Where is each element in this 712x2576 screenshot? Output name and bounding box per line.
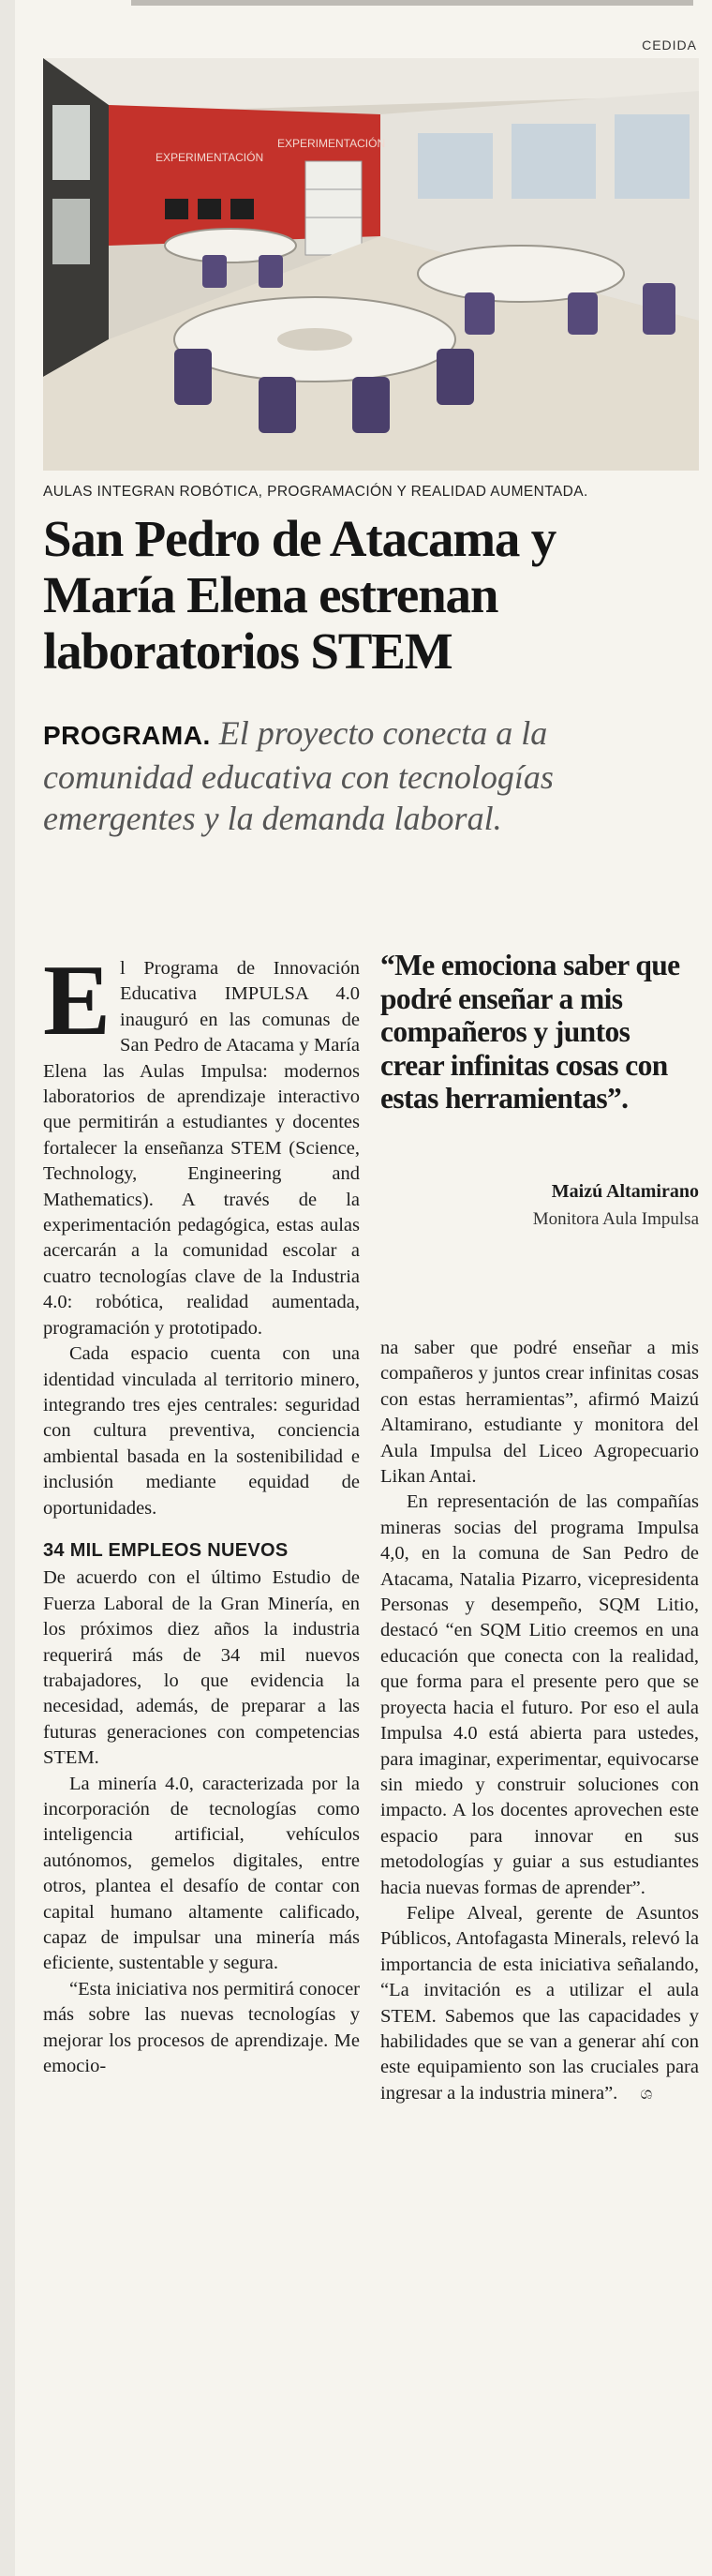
paragraph: En representación de las compañías mineras socias del programa Impulsa 4,0, en la comuna de San Pedro de Atacama, Natalia Pizarro, vicepresidenta Personas y desempeño, SQM Litio, destacó “en SQM Litio creemos en una educación que conecta con la realidad, que forma para el presente pero que se proyecta hacia el futuro. Por eso el aula Impulsa 4.0 está abierta para ustedes, para imaginar, experimentar, equivocarse sin miedo y construir soluciones con impacto. A los docentes aprovechen este espacio para innovar en sus metodologías y guiar a sus estudiantes hacia nuevas formas de aprender”. [380,1491,699,1898]
adjacent-page-edge [0,0,15,2576]
paragraph-text: l Programa de Innovación Educativa IMPULSA 4.0 inauguró en las comunas de San Pedro de Atacama y María Elena las Aulas Impulsa: modernos laboratorios de aprendizaje interactivo que permitirán a estudiantes y docentes fortalecer la enseñanza STEM (Science, Technology, Engineering and Mathematics). A través de la experimentación pedagógica, estas aulas acercarán a la comunidad escolar a cuatro tecnologías clave de la Industria 4.0: robótica, realidad aumentada, programación y prototipado. [43,958,360,1339]
paragraph: De acuerdo con el último Estudio de Fuerza Laboral de la Gran Minería, en los próximos diez años la industria requerirá más de 34 mil nuevos trabajadores, lo que evidencia la necesidad, además, de preparar a las futuras generaciones con competencias STEM. [43,1567,360,1769]
lead-paragraph [43,712,699,839]
quote-author: Maizú Altamirano [551,1181,699,1202]
paragraph: na saber que podré enseñar a mis compañeros y juntos crear infinitas cosas con estas herramientas”, afirmó Maizú Altamirano, estudiante y monitora del Aula Impulsa del Liceo Agropecuario Likan Antai. [380,1338,699,1488]
classroom-photo [43,58,699,471]
photo-credit: CEDIDA [642,37,697,52]
paragraph: La minería 4.0, caracterizada por la incorporación de tecnologías como inteligencia artificial, vehículos autónomos, gemelos digitales, entre otros, plantea el desafío de contar con capital humano altamente calificado, capaz de impulsar una minería más eficiente, sustentable y segura. [43,1773,360,1974]
end-mark-icon: ශ [640,2083,653,2103]
drop-cap: E [43,945,111,1056]
headline [43,511,699,680]
headline-line: laboratorios STEM [43,622,452,680]
previous-page-strip [131,0,693,6]
section-subhead: 34 MIL EMPLEOS NUEVOS [43,1539,289,1561]
paragraph [43,945,360,1341]
wall-text-left: EXPERIMENTACIÓN [156,151,264,164]
paragraph [380,1901,699,2106]
lead-text: El proyecto conecta a la comunidad educativa con tecnologías emergentes y la demanda laboral. [43,714,554,837]
wall-text-right: EXPERIMENTACIÓN [277,137,386,150]
kicker: PROGRAMA. [43,721,211,750]
paragraph: “Esta iniciativa nos permitirá conocer más sobre las nuevas tecnologías y mejorar los procesos de aprendizaje. Me emocio- [43,1978,360,2077]
headline-line: San Pedro de Atacama y [43,510,556,567]
pull-quote: “Me emociona saber que podré enseñar a mis compañeros y juntos crear infinitas cosas con estas herramientas”. [380,949,680,1115]
photo-caption: AULAS INTEGRAN ROBÓTICA, PROGRAMACIÓN Y REALIDAD AUMENTADA. [43,484,588,500]
headline-line: María Elena estrenan [43,566,498,623]
body-column-right [380,1336,699,2106]
body-column-left [43,945,360,2079]
quote-author-role: Monitora Aula Impulsa [532,1209,699,1229]
paragraph-text: Felipe Alveal, gerente de Asuntos Públicos, Antofagasta Minerals, relevó la importancia de esta iniciativa señalando, “La invitación es a utilizar el aula STEM. Sabemos que las capacidades y habilidades que se van a generar ahí con este equipamiento son las cruciales para ingresar a la industria minera”. [380,1902,699,2104]
paragraph: Cada espacio cuenta con una identidad vinculada al territorio minero, integrando tres ejes centrales: seguridad con cultura preventiva, conciencia ambiental basada en la sostenibilidad e inclusión mediante equidad de oportunidades. [43,1343,360,1519]
